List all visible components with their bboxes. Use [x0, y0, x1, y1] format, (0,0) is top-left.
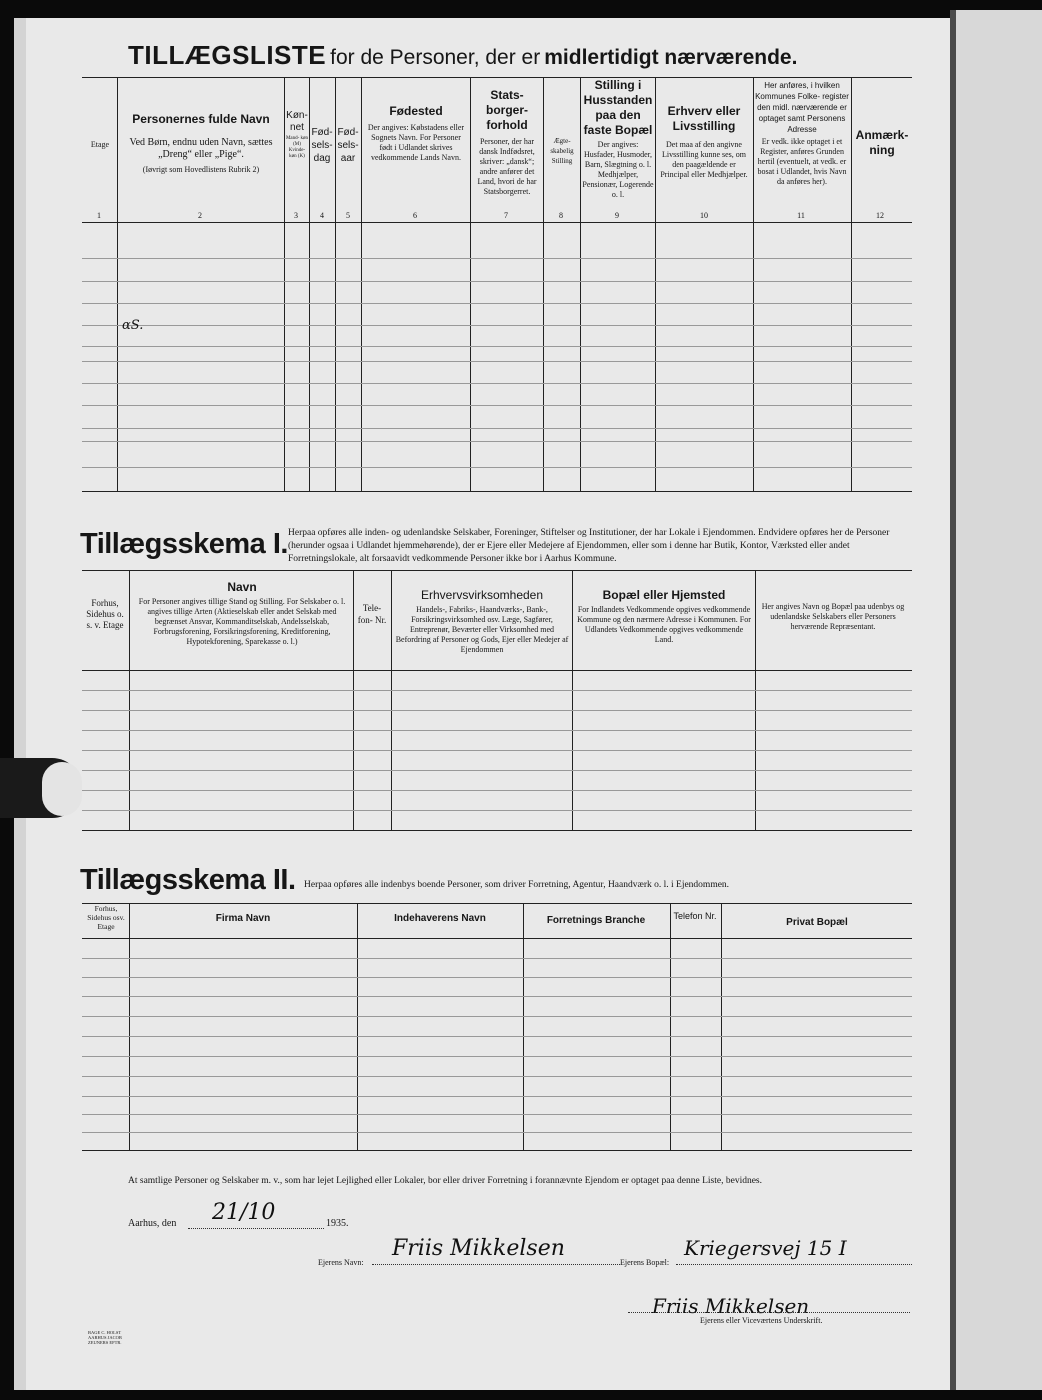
- list-col-number-7: 7: [504, 211, 508, 220]
- col-navn-note: (Iøvrigt som Hovedlistens Rubrik 2): [142, 165, 260, 174]
- list-row-line-11: [82, 467, 912, 468]
- s2-row-line-3: [82, 996, 912, 997]
- s2-col-telefon: Telefon Nr.: [673, 911, 717, 921]
- footer-date-handwritten: 21/10: [212, 1200, 276, 1225]
- s2-col-etage: Forhus, Sidehus osv. Etage: [87, 904, 125, 931]
- col-fodested-head: Fødested: [389, 104, 443, 118]
- s1-col-telefon: Tele- fon- Nr.: [357, 603, 387, 625]
- owner-name-line: [372, 1264, 620, 1266]
- skema2-top-rule: [82, 903, 912, 904]
- list-col-number-9: 9: [615, 211, 619, 220]
- list-row-line-4: [82, 325, 912, 326]
- owner-name-handwritten: Friis Mikkelsen: [392, 1236, 565, 1261]
- s1-row-line-6: [82, 790, 912, 791]
- s2-row-line-10: [82, 1132, 912, 1133]
- owner-address-line: [676, 1264, 912, 1266]
- col-erhverv: [657, 104, 751, 180]
- s2-row-line-7: [82, 1076, 912, 1077]
- thumb-nail: [42, 762, 82, 816]
- s2-col-bopael: Privat Bopæl: [786, 917, 848, 928]
- col-stilling-head: Stilling i Husstanden paa den faste Bopæl: [583, 78, 653, 137]
- col-folkeregister-head: Her anføres, i hvilken Kommunes Folke- register den midl. nærværende er optaget samt Personens Adresse: [755, 81, 849, 134]
- col-folkeregister: [754, 80, 850, 187]
- s1-row-line-4: [82, 750, 912, 751]
- skema1-title: Tillægsskema I.: [80, 528, 288, 560]
- printer-mark: BAGE C. HOLST AARHUS JACOB ZEUNERS EFTR.: [88, 1330, 122, 1345]
- col-navn-sub: Ved Børn, endnu uden Navn, sættes „Dreng“ eller „Pige“.: [129, 137, 273, 160]
- skema1-bottom-rule: [82, 830, 912, 831]
- footer-place: Aarhus, den: [128, 1218, 177, 1229]
- list-col-number-12: 12: [876, 211, 884, 220]
- s1-col-line-1: [129, 570, 130, 830]
- list-col-number-10: 10: [700, 211, 708, 220]
- list-bottom-rule: [82, 491, 912, 492]
- s1-row-line-5: [82, 770, 912, 771]
- s1-col-erhverv-head: Erhvervsvirksomheden: [420, 588, 544, 602]
- s2-col-branche: Forretnings Branche: [546, 915, 646, 926]
- list-row-line-10: [82, 441, 912, 442]
- col-kon-sub: Mand- køn (M) Kvinde- køn (K): [285, 136, 309, 159]
- skema1-header-rule: [82, 670, 912, 671]
- s1-row-line-2: [82, 710, 912, 711]
- s1-col-line-5: [755, 570, 756, 830]
- s1-col-erhverv: [394, 588, 570, 655]
- title-main: TILLÆGSLISTE: [128, 40, 327, 70]
- skema1-description: Herpaa opføres alle inden- og udenlandske Selskaber, Foreninger, Stiftelser og Institutioner, der har Lokale i Ejendommen. Endvidere opføres her de Personer (herunder ogsaa i Udlandet hjemmehørende), der er Ejere eller Medejere af Ejendommen, eller som i denne har Butik, Kontor, Værksted eller andet Forretningslokale, alt forsaavidt vedkommende Personer ikke bor i Aarhus Kommune.: [288, 528, 890, 564]
- col-statsborger-sub: Personer, der har dansk Indfødsret, skriver: „dansk“; andre anfører det Land, hvori de har Statsborgerret.: [477, 137, 537, 196]
- s1-row-line-3: [82, 730, 912, 731]
- col-fodselsaar: Fød- sels- aar: [337, 127, 359, 164]
- col-etage-head: Etage: [90, 140, 110, 149]
- signature-line: [628, 1312, 910, 1314]
- s2-col-line-1: [129, 903, 130, 1150]
- col-anmaerkning-head: Anmærk- ning: [855, 128, 909, 157]
- owner-name-label: Ejerens Navn:: [318, 1258, 364, 1267]
- s2-col-line-3: [523, 903, 524, 1150]
- skema2-description: Herpaa opføres alle indenbys boende Personer, som driver Forretning, Agentur, Haandværk o. l. i Ejendommen.: [304, 880, 730, 890]
- list-col-number-6: 6: [413, 211, 417, 220]
- date-line: [188, 1228, 324, 1230]
- col-fodested-sub: Der angives: Købstadens eller Sognets Navn. For Personer født i Udlandet skrives vedkommende Lands Navn.: [367, 123, 465, 162]
- s1-row-line-7: [82, 810, 912, 811]
- skema2-bottom-rule: [82, 1150, 912, 1151]
- list-top-rule: [82, 77, 912, 78]
- list-col-number-8: 8: [559, 211, 563, 220]
- title-rest: for de Personer, der er: [330, 46, 541, 69]
- col-navn: [120, 112, 282, 175]
- s1-col-bopael-head: Bopæl eller Hjemsted: [602, 588, 726, 602]
- list-row-line-1: [82, 258, 912, 259]
- s1-col-bopael: [575, 588, 753, 645]
- col-stilling: [582, 78, 654, 200]
- list-col-number-1: 1: [97, 211, 101, 220]
- col-anmaerkning: [853, 128, 911, 158]
- page-left-edge: [14, 18, 26, 1390]
- col-erhverv-head: Erhverv eller Livsstilling: [667, 104, 741, 133]
- s2-row-line-4: [82, 1016, 912, 1017]
- s2-row-line-5: [82, 1036, 912, 1037]
- owner-address-handwritten: Kriegersvej 15 I: [684, 1236, 847, 1260]
- next-page-edge: [956, 10, 1042, 1390]
- list-row-line-8: [82, 405, 912, 406]
- s1-col-navn: [132, 580, 352, 647]
- s2-col-line-5: [721, 903, 722, 1150]
- signature-handwritten: Friis Mikkelsen: [652, 1294, 810, 1318]
- s2-row-line-2: [82, 977, 912, 978]
- s2-row-line-8: [82, 1096, 912, 1097]
- signature-label: Ejerens eller Viceværtens Underskrift.: [700, 1316, 823, 1325]
- s1-row-line-1: [82, 690, 912, 691]
- col-statsborger-head: Stats- borger- forhold: [486, 88, 528, 132]
- s2-row-line-6: [82, 1056, 912, 1057]
- list-col-number-4: 4: [320, 211, 324, 220]
- col-fodested: [364, 104, 468, 163]
- s1-col-etage: Forhus, Sidehus o. s. v. Etage: [86, 598, 124, 630]
- skema2-title: Tillægsskema II.: [80, 864, 296, 896]
- list-col-number-11: 11: [797, 211, 805, 220]
- list-row-line-9: [82, 428, 912, 429]
- list-col-number-3: 3: [294, 211, 298, 220]
- col-aegteskab: Ægte- skabelig Stilling: [550, 137, 574, 165]
- s2-col-indehaver: Indehaverens Navn: [394, 913, 486, 924]
- s2-row-line-1: [82, 958, 912, 959]
- footer-year: 1935.: [326, 1218, 349, 1229]
- owner-address-label: Ejerens Bopæl:: [620, 1258, 670, 1267]
- form-title: [128, 40, 888, 74]
- col-navn-head: Personernes fulde Navn: [132, 112, 270, 126]
- s1-col-navn-sub: For Personer angives tillige Stand og Stilling. For Selskaber o. l. angives tillige Arten (Aktieselskab eller andet Selskab med begrænset Ansvar, Kommanditselskab, Andelsselskab, Forbrugsforening, Forsikringsforening, Kreditforening, Hypotekforening, Sparekasse o. l.): [138, 597, 346, 646]
- col-stilling-sub: Der angives: Husfader, Husmoder, Barn, Slægtning o. l. Medhjælper, Pensionær, Logerende o. l.: [582, 140, 654, 199]
- s1-col-bopael-sub: For Indlandets Vedkommende opgives vedkommende Kommune og den nærmere Adresse i Kommunen. For Udlandets Vedkommende opgives vedkommende Land.: [577, 605, 751, 644]
- s1-col-erhverv-sub: Handels-, Fabriks-, Haandværks-, Bank-, Forsikringsvirksomhed osv. Læge, Sagfører, Entreprenør, Beværter eller Virksomhed med Befordring af Personer og Gods, Ejer eller Medejer af Ejendommen: [395, 605, 569, 654]
- list-header-rule: [82, 222, 912, 223]
- s1-col-line-2: [353, 570, 354, 830]
- col-kon-head: Køn- net: [286, 110, 308, 133]
- list-row-line-7: [82, 383, 912, 384]
- list-row-line-5: [82, 346, 912, 347]
- col-kon: [285, 110, 309, 160]
- col-statsborger: [472, 88, 542, 197]
- s1-col-navn-head: Navn: [227, 580, 257, 594]
- skema1-top-rule: [82, 570, 912, 571]
- col-erhverv-sub: Det maa af den angivne Livsstilling kunne ses, om den paagældende er Principal eller Medhjælper.: [660, 140, 748, 179]
- list-col-number-2: 2: [198, 211, 202, 220]
- list-scribble: ɑS.: [122, 318, 144, 333]
- s2-col-firma: Firma Navn: [215, 913, 271, 924]
- skema2-header-rule: [82, 938, 912, 939]
- s1-col-repraesentant: Her angives Navn og Bopæl paa udenbys og udenlandske Selskabers eller Personers herværende Repræsentant.: [761, 602, 905, 631]
- s2-col-line-2: [357, 903, 358, 1150]
- col-etage: [84, 140, 116, 150]
- col-folkeregister-sub: Er vedk. ikke optaget i et Register, anføres Grunden hertil (eventuelt, at vedk. er bosat i Udlandet, hvis Navn da anføres her).: [757, 137, 847, 186]
- s2-col-line-4: [670, 903, 671, 1150]
- col-fodselsdag: Fød- sels- dag: [311, 127, 333, 164]
- s1-col-line-3: [391, 570, 392, 830]
- s1-col-line-4: [572, 570, 573, 830]
- list-row-line-2: [82, 281, 912, 282]
- list-row-line-3: [82, 303, 912, 304]
- s2-row-line-9: [82, 1114, 912, 1115]
- list-col-number-5: 5: [346, 211, 350, 220]
- list-row-line-6: [82, 361, 912, 362]
- title-tail: midlertidigt nærværende.: [544, 46, 798, 69]
- footer-statement: At samtlige Personer og Selskaber m. v., som har lejet Lejlighed eller Lokaler, bor eller driver Forretning i forannævnte Ejendom er optaget paa denne Liste, bevidnes.: [128, 1176, 762, 1186]
